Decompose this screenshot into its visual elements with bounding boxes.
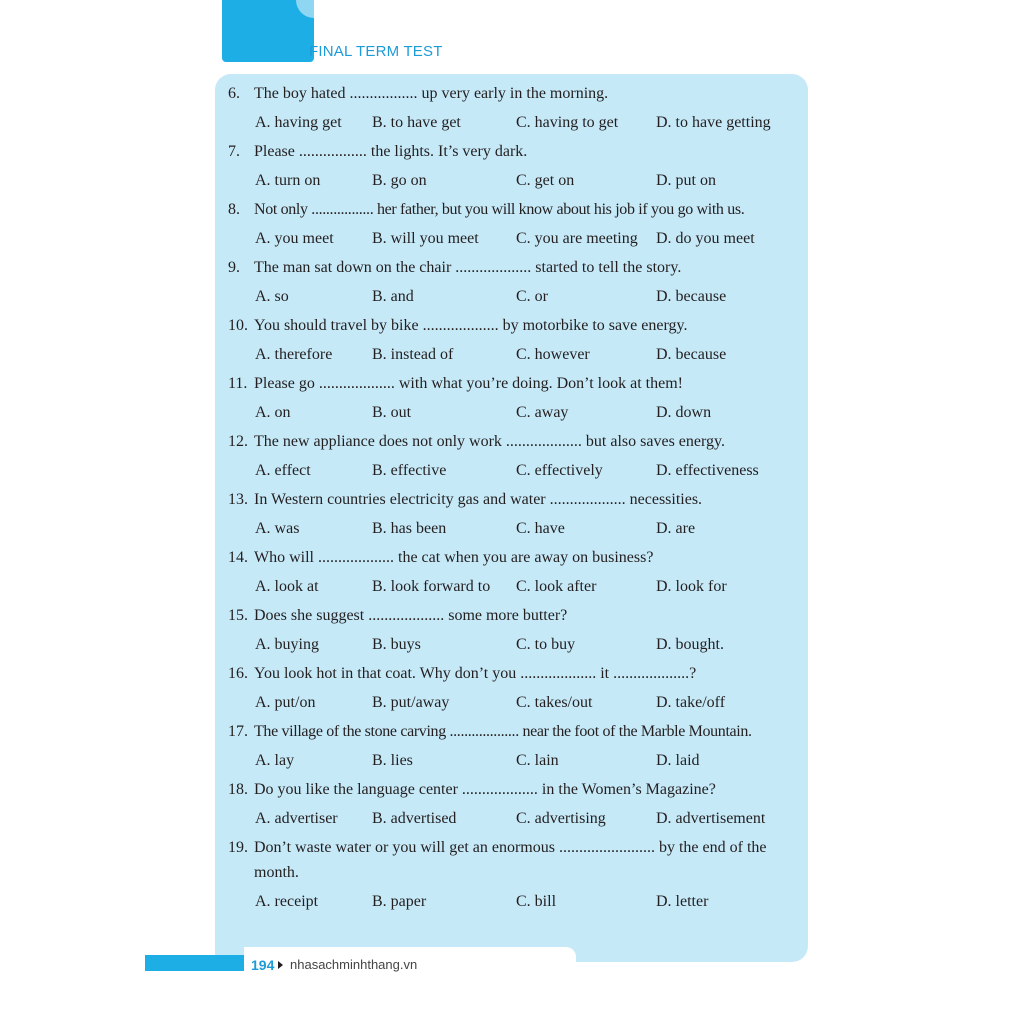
question-text-continuation: month. xyxy=(254,864,299,881)
option-c: C. have xyxy=(516,520,565,537)
question-number: 11. xyxy=(228,375,248,392)
option-c: C. lain xyxy=(516,752,559,769)
question-number: 6. xyxy=(228,85,240,102)
question-text: Who will ................... the cat when you are away on business? xyxy=(254,549,654,566)
question-12 xyxy=(228,427,803,485)
answer-options xyxy=(228,514,803,543)
question-11 xyxy=(228,369,803,427)
question-text: In Western countries electricity gas and water ................... necessities. xyxy=(254,491,703,508)
answer-options xyxy=(228,746,803,775)
question-text: Not only ................. her father, but you will know about his job if you go with us. xyxy=(254,201,745,218)
option-a: A. effect xyxy=(255,462,311,479)
option-d: D. because xyxy=(656,346,727,363)
question-10 xyxy=(228,311,803,369)
question-number: 18. xyxy=(228,781,248,798)
question-list xyxy=(228,79,803,916)
question-number: 9. xyxy=(228,259,240,276)
question-15 xyxy=(228,601,803,659)
question-number: 16. xyxy=(228,665,248,682)
question-number: 12. xyxy=(228,433,248,450)
option-c: C. bill xyxy=(516,893,557,910)
option-d: D. down xyxy=(656,404,712,421)
option-b: B. go on xyxy=(372,172,427,189)
question-number: 14. xyxy=(228,549,248,566)
question-text: The boy hated ................. up very early in the morning. xyxy=(254,85,609,102)
option-a: A. advertiser xyxy=(255,810,338,827)
question-19 xyxy=(228,833,803,916)
option-a: A. you meet xyxy=(255,230,334,247)
option-b: B. will you meet xyxy=(372,230,479,247)
option-d: D. letter xyxy=(656,893,709,910)
question-text: Please ................. the lights. It’s very dark. xyxy=(254,143,528,160)
option-d: D. put on xyxy=(656,172,716,189)
question-text: Do you like the language center ................... in the Women’s Magazine? xyxy=(254,781,716,798)
answer-options xyxy=(228,456,803,485)
question-14 xyxy=(228,543,803,601)
option-d: D. take/off xyxy=(656,694,726,711)
option-a: A. look at xyxy=(255,578,319,595)
question-text: Does she suggest ................... some more butter? xyxy=(254,607,568,624)
question-text: You should travel by bike ................... by motorbike to save energy. xyxy=(254,317,688,334)
option-d: D. laid xyxy=(656,752,700,769)
question-number: 15. xyxy=(228,607,248,624)
option-b: B. out xyxy=(372,404,412,421)
question-7 xyxy=(228,137,803,195)
option-c: C. effectively xyxy=(516,462,603,479)
answer-options xyxy=(228,572,803,601)
option-d: D. look for xyxy=(656,578,727,595)
question-17 xyxy=(228,717,803,775)
option-a: A. having get xyxy=(255,114,342,131)
question-text: Please go ................... with what you’re doing. Don’t look at them! xyxy=(254,375,683,392)
option-a: A. receipt xyxy=(255,893,319,910)
question-number: 10. xyxy=(228,317,248,334)
option-b: B. put/away xyxy=(372,694,450,711)
option-d: D. do you meet xyxy=(656,230,755,247)
option-c: C. however xyxy=(516,346,590,363)
answer-options xyxy=(228,108,803,137)
option-a: A. turn on xyxy=(255,172,321,189)
question-number: 7. xyxy=(228,143,240,160)
question-number: 19. xyxy=(228,839,248,856)
option-a: A. so xyxy=(255,288,289,305)
option-a: A. put/on xyxy=(255,694,316,711)
answer-options xyxy=(228,630,803,659)
question-number: 17. xyxy=(228,723,248,740)
footer-bar xyxy=(145,955,244,971)
question-6 xyxy=(228,79,803,137)
question-18 xyxy=(228,775,803,833)
site-url: nhasachminhthang.vn xyxy=(290,957,418,972)
question-8 xyxy=(228,195,803,253)
option-b: B. advertised xyxy=(372,810,457,827)
question-16 xyxy=(228,659,803,717)
answer-options xyxy=(228,166,803,195)
option-b: B. buys xyxy=(372,636,421,653)
option-c: C. to buy xyxy=(516,636,576,653)
option-d: D. advertisement xyxy=(656,810,766,827)
option-d: D. to have getting xyxy=(656,114,771,131)
option-b: B. has been xyxy=(372,520,447,537)
option-a: A. therefore xyxy=(255,346,333,363)
question-9 xyxy=(228,253,803,311)
answer-options xyxy=(228,804,803,833)
option-b: B. instead of xyxy=(372,346,454,363)
option-d: D. because xyxy=(656,288,727,305)
option-a: A. on xyxy=(255,404,291,421)
answer-options xyxy=(228,398,803,427)
option-c: C. advertising xyxy=(516,810,606,827)
question-number: 8. xyxy=(228,201,240,218)
option-a: A. buying xyxy=(255,636,319,653)
option-c: C. or xyxy=(516,288,548,305)
answer-options xyxy=(228,340,803,369)
question-text: The new appliance does not only work ................... but also saves energy. xyxy=(254,433,726,450)
option-c: C. takes/out xyxy=(516,694,593,711)
answer-options xyxy=(228,224,803,253)
question-text: Don’t waste water or you will get an enormous ........................ by the end of the xyxy=(254,839,767,856)
option-d: D. bought. xyxy=(656,636,724,653)
option-a: A. was xyxy=(255,520,300,537)
answer-options xyxy=(228,688,803,717)
option-b: B. effective xyxy=(372,462,447,479)
option-a: A. lay xyxy=(255,752,295,769)
option-d: D. are xyxy=(656,520,696,537)
option-c: C. you are meeting xyxy=(516,230,638,247)
page-title: FINAL TERM TEST xyxy=(309,43,443,60)
option-c: C. having to get xyxy=(516,114,619,131)
question-number: 13. xyxy=(228,491,248,508)
option-b: B. paper xyxy=(372,893,427,910)
question-text: The village of the stone carving ................... near the foot of the Marble Mountain. xyxy=(254,723,752,740)
option-c: C. get on xyxy=(516,172,575,189)
option-c: C. look after xyxy=(516,578,597,595)
option-b: B. to have get xyxy=(372,114,461,131)
question-13 xyxy=(228,485,803,543)
question-text: You look hot in that coat. Why don’t you ................... it ...................? xyxy=(254,665,697,682)
option-b: B. and xyxy=(372,288,414,305)
option-c: C. away xyxy=(516,404,569,421)
question-text: The man sat down on the chair ................... started to tell the story. xyxy=(254,259,682,276)
answer-options xyxy=(228,282,803,311)
option-b: B. lies xyxy=(372,752,413,769)
page-curl-decoration xyxy=(296,0,314,18)
header-tab xyxy=(222,0,314,62)
option-b: B. look forward to xyxy=(372,578,491,595)
arrow-right-icon xyxy=(278,961,283,969)
option-d: D. effectiveness xyxy=(656,462,759,479)
page-number: 194 xyxy=(251,957,275,973)
answer-options xyxy=(228,887,803,916)
